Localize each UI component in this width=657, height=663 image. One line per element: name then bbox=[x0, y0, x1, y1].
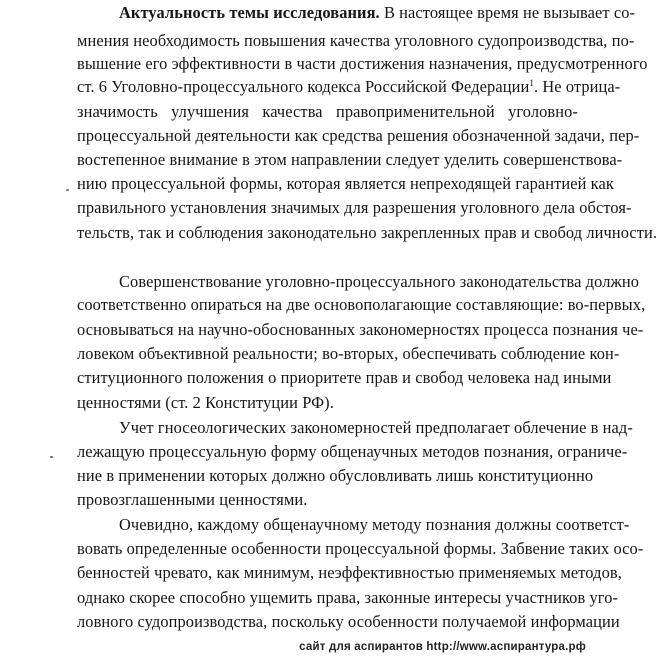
text-line-tail: . Не отрица- bbox=[533, 77, 621, 96]
text-line: провозглашенными ценностями. bbox=[77, 490, 308, 509]
text-line-content: В настоящее время не вызывает со- bbox=[379, 3, 636, 22]
text-line: значимость улучшения качества правоприменительной уголовно- bbox=[77, 102, 578, 121]
text-line: востепенное внимание в этом направлении следует уделить совершенствова- bbox=[77, 150, 623, 169]
footnote-marker: 1 bbox=[529, 78, 534, 88]
text-line: нию процессуальной формы, которая является непреходящей гарантией как bbox=[77, 174, 614, 193]
text-line bbox=[119, 0, 636, 27]
scan-speck bbox=[66, 189, 69, 191]
text-line: основываться на научно-обоснованных закономерностях процесса познания че- bbox=[77, 320, 644, 339]
text-line: вовать определенные особенности процессуальной формы. Забвение таких осо- bbox=[77, 539, 644, 558]
text-line: бенностей чревато, как минимум, неэффективностью применяемых методов, bbox=[77, 563, 622, 582]
text-line: тельств, так и соблюдения законодательно закрепленных прав и свобод личности. bbox=[77, 223, 657, 242]
text-line: процессуальной деятельности как средства решения обозначенной задачи, пер- bbox=[77, 126, 640, 145]
text-line: ловного судопроизводства, поскольку особенности получаемой информации bbox=[77, 612, 620, 631]
text-line: соответственно опираться на две основополагающие составляющие: во-первых, bbox=[77, 295, 646, 314]
text-line: ституционного положения о приоритете прав и свобод человека над иными bbox=[77, 368, 612, 387]
section-heading: Актуальность темы исследования. bbox=[119, 3, 380, 22]
text-line bbox=[77, 73, 621, 101]
text-line: Очевидно, каждому общенаучному методу познания должны соответст- bbox=[119, 515, 630, 534]
text-line-content: ст. 6 Уголовно-процессуального кодекса Российской Федерации bbox=[77, 77, 530, 96]
scan-speck bbox=[50, 456, 53, 458]
text-line: лежащую процессуальную форму общенаучных методов познания, ограниче- bbox=[77, 442, 628, 461]
text-line: ние в применении которых должно обусловливать лишь конституционно bbox=[77, 466, 594, 485]
site-watermark: сайт для аспирантов http://www.аспирантура.рф bbox=[299, 641, 586, 653]
text-line: однако скорее способно ущемить права, законные интересы участников уго- bbox=[77, 588, 619, 607]
text-line: Совершенствование уголовно-процессуального законодательства должно bbox=[119, 272, 640, 291]
text-line: мнения необходимость повышения качества уголовного судопроизводства, по- bbox=[77, 31, 635, 50]
text-line: ловеком объективной реальности; во-вторых, обеспечивать соблюдение кон- bbox=[77, 344, 620, 363]
text-line: Учет гносеологических закономерностей предполагает облечение в над- bbox=[119, 418, 633, 437]
text-line: вышение его эффективности в части достижения назначения, предусмотренного bbox=[77, 54, 648, 73]
text-line: правильного установления значимых для разрешения уголовного дела обстоя- bbox=[77, 198, 632, 217]
text-line: ценностями (ст. 2 Конституции РФ). bbox=[77, 393, 334, 412]
